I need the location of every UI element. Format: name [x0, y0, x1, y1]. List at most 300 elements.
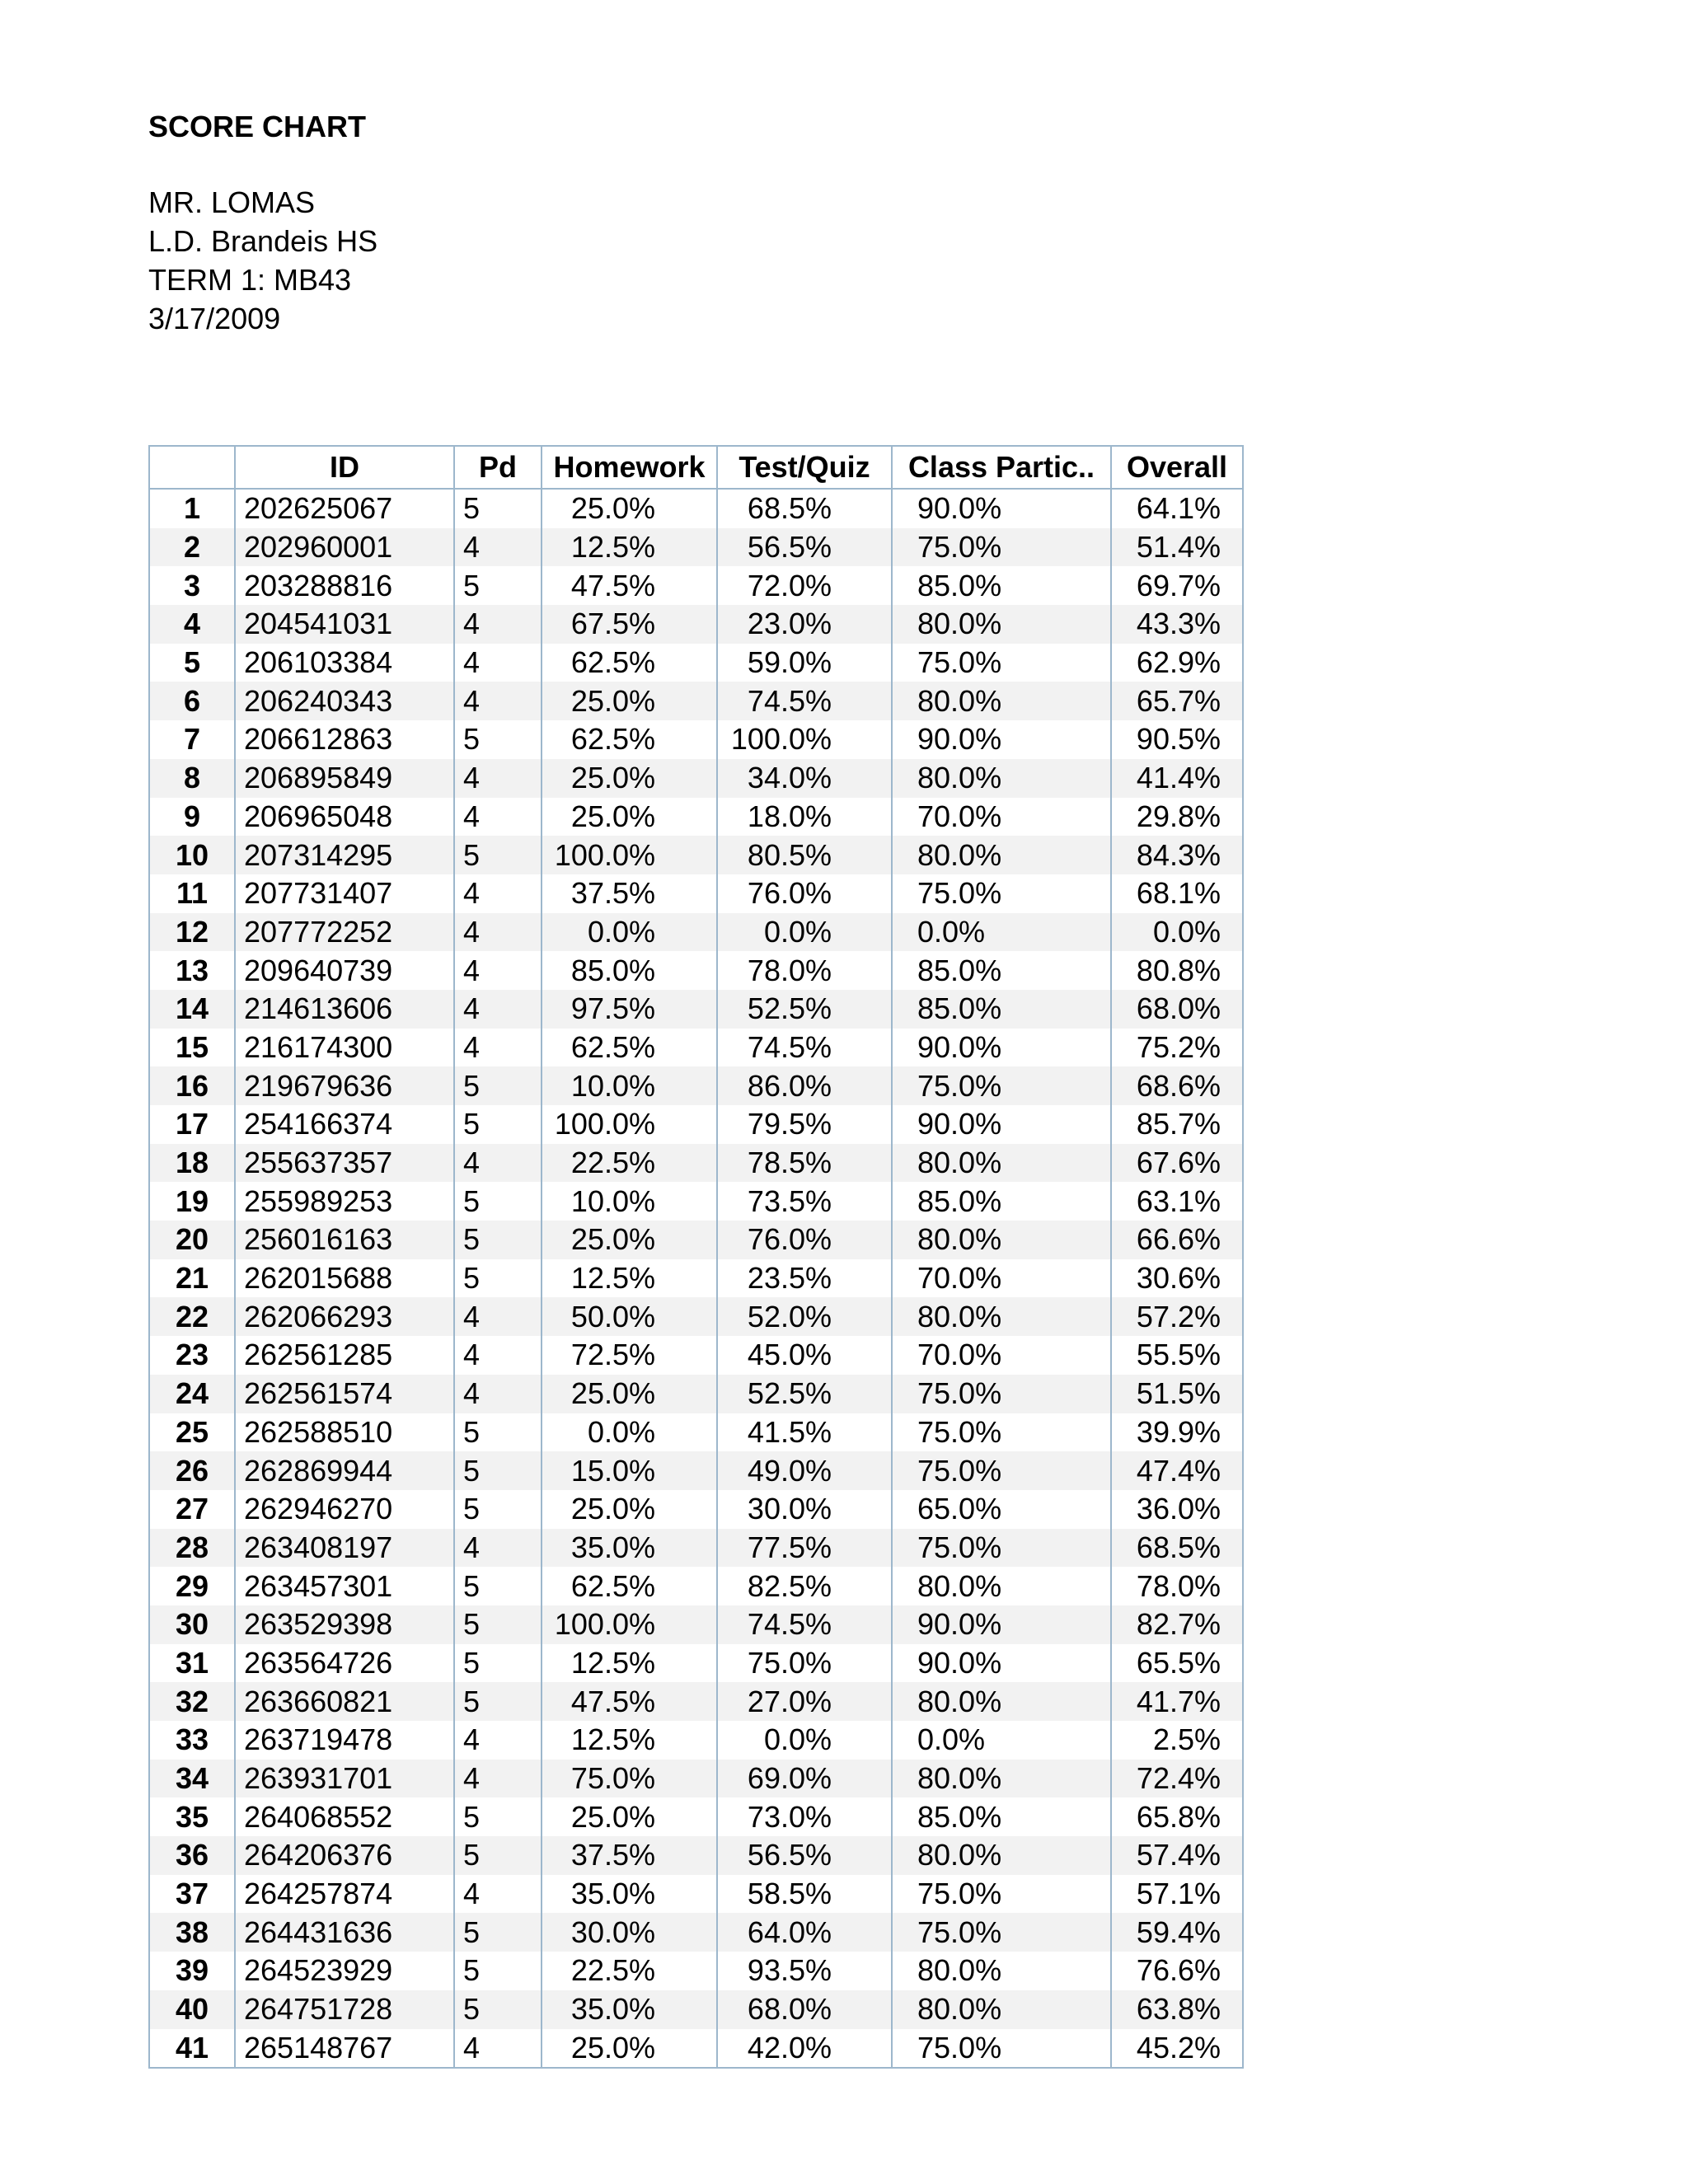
overall-cell: 57.4%: [1111, 1836, 1243, 1875]
overall-cell: 85.7%: [1111, 1105, 1243, 1144]
class-participation-cell: 80.0%: [892, 1760, 1111, 1798]
student-id-cell: 203288816: [235, 566, 454, 605]
period-cell: 5: [454, 1682, 542, 1721]
table-row: [149, 1990, 1243, 2029]
test-quiz-cell: 0.0%: [717, 913, 892, 952]
table-row: [149, 1605, 1243, 1644]
student-id-cell: 263719478: [235, 1721, 454, 1760]
student-id-cell: 264751728: [235, 1990, 454, 2029]
homework-cell: 97.5%: [542, 990, 717, 1029]
homework-cell: 47.5%: [542, 566, 717, 605]
class-participation-cell: 85.0%: [892, 566, 1111, 605]
homework-cell: 37.5%: [542, 1836, 717, 1875]
row-number-cell: 7: [149, 720, 235, 759]
student-id-cell: 264523929: [235, 1952, 454, 1990]
table-row: [149, 644, 1243, 682]
overall-cell: 63.1%: [1111, 1182, 1243, 1221]
period-cell: 4: [454, 1875, 542, 1914]
test-quiz-cell: 59.0%: [717, 644, 892, 682]
test-quiz-cell: 80.5%: [717, 836, 892, 874]
period-cell: 5: [454, 1836, 542, 1875]
homework-cell: 0.0%: [542, 1413, 717, 1452]
column-header-id: ID: [235, 446, 454, 489]
overall-cell: 51.4%: [1111, 528, 1243, 567]
student-id-cell: 255989253: [235, 1182, 454, 1221]
homework-cell: 22.5%: [542, 1144, 717, 1183]
period-cell: 4: [454, 1029, 542, 1067]
student-id-cell: 262946270: [235, 1490, 454, 1529]
period-cell: 4: [454, 1336, 542, 1375]
test-quiz-cell: 74.5%: [717, 682, 892, 720]
overall-cell: 72.4%: [1111, 1760, 1243, 1798]
overall-cell: 65.5%: [1111, 1644, 1243, 1683]
overall-cell: 2.5%: [1111, 1721, 1243, 1760]
column-header-homework: Homework: [542, 446, 717, 489]
homework-cell: 10.0%: [542, 1066, 717, 1105]
row-number-cell: 27: [149, 1490, 235, 1529]
row-number-cell: 20: [149, 1221, 235, 1259]
test-quiz-cell: 72.0%: [717, 566, 892, 605]
table-row: [149, 759, 1243, 798]
class-participation-cell: 75.0%: [892, 1875, 1111, 1914]
table-row: [149, 990, 1243, 1029]
row-number-cell: 2: [149, 528, 235, 567]
column-header-class-participation: Class Partic..: [892, 446, 1111, 489]
homework-cell: 50.0%: [542, 1297, 717, 1336]
period-cell: 4: [454, 951, 542, 990]
class-participation-cell: 80.0%: [892, 1990, 1111, 2029]
overall-cell: 68.5%: [1111, 1529, 1243, 1568]
overall-cell: 64.1%: [1111, 489, 1243, 528]
table-row: [149, 1029, 1243, 1067]
class-participation-cell: 85.0%: [892, 1797, 1111, 1836]
class-participation-cell: 0.0%: [892, 913, 1111, 952]
homework-cell: 62.5%: [542, 1567, 717, 1605]
student-id-cell: 263931701: [235, 1760, 454, 1798]
homework-cell: 37.5%: [542, 874, 717, 913]
overall-cell: 68.1%: [1111, 874, 1243, 913]
period-cell: 5: [454, 1913, 542, 1952]
class-participation-cell: 85.0%: [892, 951, 1111, 990]
homework-cell: 15.0%: [542, 1451, 717, 1490]
class-participation-cell: 80.0%: [892, 1297, 1111, 1336]
homework-cell: 25.0%: [542, 489, 717, 528]
student-id-cell: 262066293: [235, 1297, 454, 1336]
row-number-cell: 14: [149, 990, 235, 1029]
test-quiz-cell: 77.5%: [717, 1529, 892, 1568]
table-row: [149, 1913, 1243, 1952]
table-row: [149, 1567, 1243, 1605]
class-participation-cell: 75.0%: [892, 644, 1111, 682]
row-number-cell: 31: [149, 1644, 235, 1683]
student-id-cell: 264068552: [235, 1797, 454, 1836]
table-row: [149, 1221, 1243, 1259]
table-row: [149, 605, 1243, 644]
test-quiz-cell: 23.0%: [717, 605, 892, 644]
class-participation-cell: 75.0%: [892, 1413, 1111, 1452]
class-participation-cell: 0.0%: [892, 1721, 1111, 1760]
student-id-cell: 216174300: [235, 1029, 454, 1067]
test-quiz-cell: 0.0%: [717, 1721, 892, 1760]
overall-cell: 30.6%: [1111, 1259, 1243, 1298]
row-number-cell: 32: [149, 1682, 235, 1721]
row-number-cell: 21: [149, 1259, 235, 1298]
test-quiz-cell: 30.0%: [717, 1490, 892, 1529]
student-id-cell: 206240343: [235, 682, 454, 720]
row-number-cell: 23: [149, 1336, 235, 1375]
overall-cell: 57.2%: [1111, 1297, 1243, 1336]
student-id-cell: 202625067: [235, 489, 454, 528]
table-row: [149, 1413, 1243, 1452]
student-id-cell: 219679636: [235, 1066, 454, 1105]
homework-cell: 100.0%: [542, 1605, 717, 1644]
test-quiz-cell: 79.5%: [717, 1105, 892, 1144]
student-id-cell: 263457301: [235, 1567, 454, 1605]
period-cell: 5: [454, 1259, 542, 1298]
class-participation-cell: 80.0%: [892, 1221, 1111, 1259]
class-participation-cell: 75.0%: [892, 1066, 1111, 1105]
table-row: [149, 1644, 1243, 1683]
homework-cell: 0.0%: [542, 913, 717, 952]
class-participation-cell: 80.0%: [892, 1952, 1111, 1990]
column-header-test-quiz: Test/Quiz: [717, 446, 892, 489]
test-quiz-cell: 41.5%: [717, 1413, 892, 1452]
test-quiz-cell: 64.0%: [717, 1913, 892, 1952]
homework-cell: 25.0%: [542, 2029, 717, 2069]
period-cell: 4: [454, 913, 542, 952]
class-participation-cell: 90.0%: [892, 1605, 1111, 1644]
period-cell: 5: [454, 1490, 542, 1529]
table-row: [149, 489, 1243, 528]
test-quiz-cell: 56.5%: [717, 1836, 892, 1875]
row-number-cell: 12: [149, 913, 235, 952]
table-row: [149, 1336, 1243, 1375]
period-cell: 5: [454, 836, 542, 874]
student-id-cell: 206612863: [235, 720, 454, 759]
row-number-cell: 1: [149, 489, 235, 528]
period-cell: 5: [454, 1221, 542, 1259]
test-quiz-cell: 45.0%: [717, 1336, 892, 1375]
table-row: [149, 528, 1243, 567]
student-id-cell: 207314295: [235, 836, 454, 874]
row-number-cell: 8: [149, 759, 235, 798]
row-number-cell: 29: [149, 1567, 235, 1605]
class-participation-cell: 85.0%: [892, 990, 1111, 1029]
table-row: [149, 2029, 1243, 2069]
test-quiz-cell: 52.5%: [717, 990, 892, 1029]
table-row: [149, 836, 1243, 874]
overall-cell: 39.9%: [1111, 1413, 1243, 1452]
homework-cell: 25.0%: [542, 682, 717, 720]
class-participation-cell: 65.0%: [892, 1490, 1111, 1529]
overall-cell: 65.7%: [1111, 682, 1243, 720]
table-row: [149, 1721, 1243, 1760]
row-number-cell: 28: [149, 1529, 235, 1568]
homework-cell: 25.0%: [542, 1221, 717, 1259]
homework-cell: 62.5%: [542, 644, 717, 682]
period-cell: 5: [454, 489, 542, 528]
student-id-cell: 262869944: [235, 1451, 454, 1490]
test-quiz-cell: 74.5%: [717, 1605, 892, 1644]
class-participation-cell: 80.0%: [892, 836, 1111, 874]
overall-cell: 55.5%: [1111, 1336, 1243, 1375]
class-participation-cell: 80.0%: [892, 1682, 1111, 1721]
test-quiz-cell: 73.5%: [717, 1182, 892, 1221]
homework-cell: 85.0%: [542, 951, 717, 990]
row-number-cell: 16: [149, 1066, 235, 1105]
row-number-cell: 37: [149, 1875, 235, 1914]
row-number-cell: 11: [149, 874, 235, 913]
table-row: [149, 1836, 1243, 1875]
class-participation-cell: 70.0%: [892, 1259, 1111, 1298]
table-row: [149, 951, 1243, 990]
student-id-cell: 206965048: [235, 798, 454, 837]
period-cell: 5: [454, 1105, 542, 1144]
table-row: [149, 1259, 1243, 1298]
overall-cell: 63.8%: [1111, 1990, 1243, 2029]
homework-cell: 25.0%: [542, 1375, 717, 1413]
class-participation-cell: 70.0%: [892, 798, 1111, 837]
class-participation-cell: 80.0%: [892, 759, 1111, 798]
table-header: [149, 446, 1243, 489]
period-cell: 4: [454, 1760, 542, 1798]
class-participation-cell: 75.0%: [892, 1913, 1111, 1952]
report-date: 3/17/2009: [148, 302, 281, 335]
class-participation-cell: 80.0%: [892, 1144, 1111, 1183]
overall-cell: 90.5%: [1111, 720, 1243, 759]
row-number-cell: 13: [149, 951, 235, 990]
period-cell: 4: [454, 759, 542, 798]
table-row: [149, 874, 1243, 913]
class-participation-cell: 90.0%: [892, 1644, 1111, 1683]
overall-cell: 41.7%: [1111, 1682, 1243, 1721]
period-cell: 5: [454, 1952, 542, 1990]
test-quiz-cell: 42.0%: [717, 2029, 892, 2069]
student-id-cell: 209640739: [235, 951, 454, 990]
header-row: [149, 446, 1243, 489]
period-cell: 4: [454, 682, 542, 720]
class-participation-cell: 75.0%: [892, 1375, 1111, 1413]
class-participation-cell: 75.0%: [892, 528, 1111, 567]
row-number-cell: 17: [149, 1105, 235, 1144]
homework-cell: 75.0%: [542, 1760, 717, 1798]
test-quiz-cell: 78.5%: [717, 1144, 892, 1183]
test-quiz-cell: 52.5%: [717, 1375, 892, 1413]
period-cell: 5: [454, 1413, 542, 1452]
table-row: [149, 798, 1243, 837]
class-participation-cell: 80.0%: [892, 1567, 1111, 1605]
row-number-cell: 6: [149, 682, 235, 720]
overall-cell: 75.2%: [1111, 1029, 1243, 1067]
student-id-cell: 202960001: [235, 528, 454, 567]
teacher-name: MR. LOMAS: [148, 185, 316, 219]
table-row: [149, 1105, 1243, 1144]
homework-cell: 25.0%: [542, 1797, 717, 1836]
column-header-row-number: [149, 446, 235, 489]
class-participation-cell: 75.0%: [892, 2029, 1111, 2069]
student-id-cell: 263660821: [235, 1682, 454, 1721]
overall-cell: 62.9%: [1111, 644, 1243, 682]
test-quiz-cell: 76.0%: [717, 874, 892, 913]
test-quiz-cell: 78.0%: [717, 951, 892, 990]
student-id-cell: 262588510: [235, 1413, 454, 1452]
homework-cell: 25.0%: [542, 798, 717, 837]
table-row: [149, 566, 1243, 605]
row-number-cell: 33: [149, 1721, 235, 1760]
class-participation-cell: 90.0%: [892, 1105, 1111, 1144]
school-name: L.D. Brandeis HS: [148, 224, 378, 258]
overall-cell: 36.0%: [1111, 1490, 1243, 1529]
row-number-cell: 25: [149, 1413, 235, 1452]
test-quiz-cell: 86.0%: [717, 1066, 892, 1105]
student-id-cell: 207731407: [235, 874, 454, 913]
overall-cell: 51.5%: [1111, 1375, 1243, 1413]
overall-cell: 80.8%: [1111, 951, 1243, 990]
homework-cell: 62.5%: [542, 1029, 717, 1067]
table-row: [149, 1490, 1243, 1529]
class-participation-cell: 80.0%: [892, 682, 1111, 720]
student-id-cell: 256016163: [235, 1221, 454, 1259]
period-cell: 4: [454, 798, 542, 837]
student-id-cell: 262015688: [235, 1259, 454, 1298]
overall-cell: 76.6%: [1111, 1952, 1243, 1990]
class-participation-cell: 80.0%: [892, 605, 1111, 644]
table-row: [149, 1682, 1243, 1721]
table-row: [149, 1451, 1243, 1490]
homework-cell: 22.5%: [542, 1952, 717, 1990]
period-cell: 5: [454, 1451, 542, 1490]
row-number-cell: 26: [149, 1451, 235, 1490]
period-cell: 4: [454, 605, 542, 644]
overall-cell: 0.0%: [1111, 913, 1243, 952]
student-id-cell: 264431636: [235, 1913, 454, 1952]
row-number-cell: 39: [149, 1952, 235, 1990]
overall-cell: 68.0%: [1111, 990, 1243, 1029]
row-number-cell: 35: [149, 1797, 235, 1836]
test-quiz-cell: 76.0%: [717, 1221, 892, 1259]
row-number-cell: 41: [149, 2029, 235, 2069]
homework-cell: 35.0%: [542, 1875, 717, 1914]
class-participation-cell: 80.0%: [892, 1836, 1111, 1875]
test-quiz-cell: 100.0%: [717, 720, 892, 759]
row-number-cell: 15: [149, 1029, 235, 1067]
period-cell: 4: [454, 644, 542, 682]
student-id-cell: 262561285: [235, 1336, 454, 1375]
homework-cell: 47.5%: [542, 1682, 717, 1721]
period-cell: 5: [454, 1797, 542, 1836]
student-id-cell: 206895849: [235, 759, 454, 798]
row-number-cell: 5: [149, 644, 235, 682]
page-title: SCORE CHART: [148, 110, 367, 143]
overall-cell: 59.4%: [1111, 1913, 1243, 1952]
period-cell: 5: [454, 1567, 542, 1605]
period-cell: 4: [454, 2029, 542, 2069]
overall-cell: 47.4%: [1111, 1451, 1243, 1490]
homework-cell: 12.5%: [542, 528, 717, 567]
class-participation-cell: 90.0%: [892, 489, 1111, 528]
test-quiz-cell: 69.0%: [717, 1760, 892, 1798]
overall-cell: 45.2%: [1111, 2029, 1243, 2069]
row-number-cell: 30: [149, 1605, 235, 1644]
overall-cell: 57.1%: [1111, 1875, 1243, 1914]
test-quiz-cell: 27.0%: [717, 1682, 892, 1721]
homework-cell: 12.5%: [542, 1644, 717, 1683]
class-participation-cell: 70.0%: [892, 1336, 1111, 1375]
test-quiz-cell: 75.0%: [717, 1644, 892, 1683]
test-quiz-cell: 73.0%: [717, 1797, 892, 1836]
table-row: [149, 1529, 1243, 1568]
overall-cell: 78.0%: [1111, 1567, 1243, 1605]
test-quiz-cell: 58.5%: [717, 1875, 892, 1914]
row-number-cell: 4: [149, 605, 235, 644]
overall-cell: 68.6%: [1111, 1066, 1243, 1105]
row-number-cell: 3: [149, 566, 235, 605]
student-id-cell: 264257874: [235, 1875, 454, 1914]
student-id-cell: 263529398: [235, 1605, 454, 1644]
row-number-cell: 18: [149, 1144, 235, 1183]
homework-cell: 62.5%: [542, 720, 717, 759]
test-quiz-cell: 18.0%: [717, 798, 892, 837]
overall-cell: 84.3%: [1111, 836, 1243, 874]
period-cell: 4: [454, 1721, 542, 1760]
header-info: [148, 183, 377, 338]
student-id-cell: 214613606: [235, 990, 454, 1029]
test-quiz-cell: 82.5%: [717, 1567, 892, 1605]
period-cell: 5: [454, 1644, 542, 1683]
period-cell: 4: [454, 1297, 542, 1336]
student-id-cell: 265148767: [235, 2029, 454, 2069]
table-row: [149, 1182, 1243, 1221]
period-cell: 4: [454, 990, 542, 1029]
period-cell: 5: [454, 720, 542, 759]
period-cell: 4: [454, 1375, 542, 1413]
period-cell: 5: [454, 1182, 542, 1221]
row-number-cell: 40: [149, 1990, 235, 2029]
class-participation-cell: 90.0%: [892, 720, 1111, 759]
overall-cell: 67.6%: [1111, 1144, 1243, 1183]
row-number-cell: 38: [149, 1913, 235, 1952]
table-row: [149, 1952, 1243, 1990]
student-id-cell: 263408197: [235, 1529, 454, 1568]
row-number-cell: 19: [149, 1182, 235, 1221]
homework-cell: 10.0%: [542, 1182, 717, 1221]
row-number-cell: 36: [149, 1836, 235, 1875]
homework-cell: 12.5%: [542, 1259, 717, 1298]
period-cell: 4: [454, 874, 542, 913]
class-participation-cell: 85.0%: [892, 1182, 1111, 1221]
table-row: [149, 682, 1243, 720]
homework-cell: 12.5%: [542, 1721, 717, 1760]
table-row: [149, 1066, 1243, 1105]
table-row: [149, 720, 1243, 759]
column-header-period: Pd: [454, 446, 542, 489]
table-row: [149, 1144, 1243, 1183]
student-id-cell: 206103384: [235, 644, 454, 682]
period-cell: 4: [454, 1529, 542, 1568]
overall-cell: 29.8%: [1111, 798, 1243, 837]
row-number-cell: 24: [149, 1375, 235, 1413]
homework-cell: 25.0%: [542, 1490, 717, 1529]
overall-cell: 82.7%: [1111, 1605, 1243, 1644]
score-table: [148, 445, 1244, 2069]
overall-cell: 66.6%: [1111, 1221, 1243, 1259]
homework-cell: 72.5%: [542, 1336, 717, 1375]
term-label: TERM 1: MB43: [148, 263, 352, 297]
homework-cell: 100.0%: [542, 1105, 717, 1144]
overall-cell: 65.8%: [1111, 1797, 1243, 1836]
overall-cell: 69.7%: [1111, 566, 1243, 605]
table-row: [149, 1875, 1243, 1914]
